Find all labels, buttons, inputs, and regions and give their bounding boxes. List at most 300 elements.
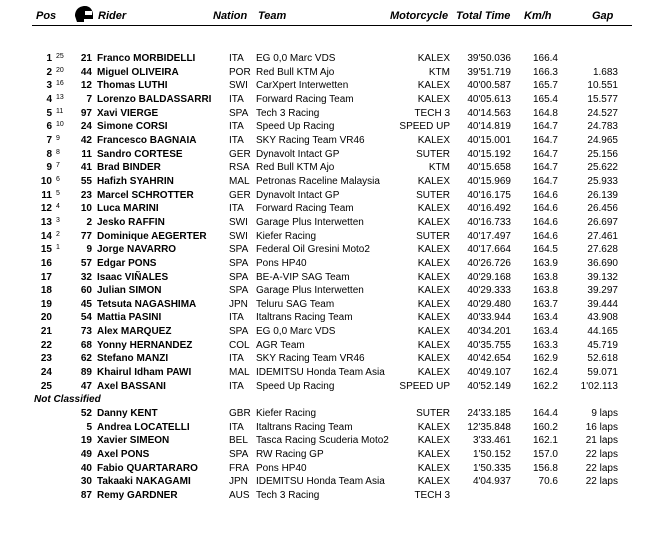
- team-name: Italtrans Racing Team: [256, 421, 353, 433]
- rider-number: 5: [86, 421, 92, 433]
- nation: ITA: [229, 53, 244, 64]
- result-row: [0, 311, 650, 325]
- gap: 27.628: [587, 244, 618, 256]
- position: 10: [40, 175, 52, 187]
- nation: SWI: [229, 230, 248, 242]
- gap: 16 laps: [585, 421, 618, 433]
- grid-position: 13: [56, 93, 64, 101]
- team-name: Tech 3 Racing: [256, 107, 320, 119]
- gap: 26.456: [587, 203, 618, 215]
- motorcycle: SPEED UP: [399, 380, 450, 392]
- gap: 26.139: [587, 189, 618, 201]
- position: 20: [40, 312, 52, 324]
- motorcycle: KALEX: [417, 476, 450, 488]
- nation: SWI: [229, 80, 248, 92]
- grid-position: 11: [56, 107, 64, 115]
- total-time: 40'29.480: [467, 298, 511, 310]
- gap: 36.690: [587, 257, 618, 269]
- nation: ITA: [229, 134, 244, 146]
- grid-position: 2: [56, 230, 60, 238]
- motorcycle: KALEX: [417, 312, 450, 324]
- total-time: 1'50.335: [472, 462, 511, 474]
- speed-kmh: 164.6: [532, 203, 558, 215]
- header-motorcycle: Motorcycle: [390, 10, 449, 22]
- nation: GBR: [229, 408, 251, 420]
- position: 17: [40, 271, 52, 283]
- rider-name: Yonny HERNANDEZ: [97, 339, 193, 351]
- rider-name: Brad BINDER: [97, 162, 161, 174]
- gap: 21 laps: [585, 435, 618, 447]
- rider-name: Danny KENT: [97, 408, 158, 420]
- speed-kmh: 164.7: [532, 175, 558, 187]
- speed-kmh: 163.9: [532, 257, 558, 269]
- rider-name: Franco MORBIDELLI: [97, 53, 196, 64]
- rider-number: 54: [80, 312, 92, 324]
- team-name: CarXpert Interwetten: [256, 80, 349, 92]
- result-row: [0, 202, 650, 216]
- nation: ITA: [229, 93, 244, 105]
- result-row: [0, 271, 650, 285]
- motorcycle: KALEX: [417, 421, 450, 433]
- speed-kmh: 166.4: [532, 53, 558, 64]
- total-time: 40'17.497: [467, 230, 511, 242]
- result-row: [0, 66, 650, 80]
- rider-name: Mattia PASINI: [97, 312, 162, 324]
- result-row: [0, 79, 650, 93]
- rider-name: Axel PONS: [97, 449, 150, 461]
- team-name: AGR Team: [256, 339, 305, 351]
- position: 6: [46, 121, 52, 133]
- not-classified-row: [0, 448, 650, 462]
- motorcycle: KALEX: [417, 339, 450, 351]
- total-time: 40'14.563: [467, 107, 511, 119]
- speed-kmh: 164.7: [532, 162, 558, 174]
- nation: BEL: [229, 435, 248, 447]
- speed-kmh: 165.7: [532, 80, 558, 92]
- rider-name: Fabio QUARTARARO: [97, 462, 198, 474]
- speed-kmh: 164.5: [532, 244, 558, 256]
- gap: 26.697: [587, 216, 618, 228]
- result-row: [0, 284, 650, 298]
- result-row: [0, 93, 650, 107]
- gap: 25.933: [587, 175, 618, 187]
- total-time: 40'15.001: [467, 134, 511, 146]
- grid-position: 9: [56, 134, 60, 142]
- nation: SPA: [229, 107, 249, 119]
- motorcycle: SUTER: [416, 189, 450, 201]
- result-row: [0, 175, 650, 189]
- grid-position: 8: [56, 148, 60, 156]
- team-name: Red Bull KTM Ajo: [256, 162, 335, 174]
- team-name: IDEMITSU Honda Team Asia: [256, 476, 385, 488]
- motorcycle: KALEX: [417, 244, 450, 256]
- motorcycle: TECH 3: [414, 490, 450, 501]
- team-name: Tech 3 Racing: [256, 490, 320, 501]
- speed-kmh: 164.6: [532, 216, 558, 228]
- speed-kmh: 164.6: [532, 189, 558, 201]
- rider-number: 10: [80, 203, 92, 215]
- rider-name: Isaac VIÑALES: [97, 271, 169, 283]
- total-time: 40'52.149: [467, 380, 511, 392]
- gap: 45.719: [587, 339, 618, 351]
- not-classified-row: [0, 489, 650, 503]
- nation: FRA: [229, 462, 249, 474]
- nation: ITA: [229, 353, 244, 365]
- total-time: 40'16.492: [467, 203, 511, 215]
- total-time: 40'17.664: [467, 244, 511, 256]
- total-time: 40'15.658: [467, 162, 511, 174]
- speed-kmh: 164.4: [532, 408, 558, 420]
- rider-number: 19: [80, 435, 92, 447]
- speed-kmh: 163.8: [532, 285, 558, 297]
- rider-name: Khairul Idham PAWI: [97, 367, 192, 379]
- motorcycle: TECH 3: [414, 107, 450, 119]
- team-name: Kiefer Racing: [256, 408, 317, 420]
- motorcycle: SPEED UP: [399, 121, 450, 133]
- position: 15: [40, 244, 52, 256]
- rider-name: Sandro CORTESE: [97, 148, 183, 160]
- gap: 24.965: [587, 134, 618, 146]
- team-name: Italtrans Racing Team: [256, 312, 353, 324]
- speed-kmh: 163.8: [532, 271, 558, 283]
- rider-number: 41: [80, 162, 92, 174]
- rider-name: Jesko RAFFIN: [97, 216, 165, 228]
- position: 12: [40, 203, 52, 215]
- team-name: Tasca Racing Scuderia Moto2: [256, 435, 389, 447]
- motorcycle: KALEX: [417, 462, 450, 474]
- nation: SPA: [229, 244, 249, 256]
- position: 16: [40, 257, 52, 269]
- rider-name: Alex MARQUEZ: [97, 326, 172, 338]
- position: 9: [46, 162, 52, 174]
- position: 22: [40, 339, 52, 351]
- total-time: 40'05.613: [467, 93, 511, 105]
- motorcycle: KALEX: [417, 216, 450, 228]
- rider-number: 73: [80, 326, 92, 338]
- motorcycle: KALEX: [417, 175, 450, 187]
- motorcycle: KALEX: [417, 298, 450, 310]
- motorcycle: KALEX: [417, 257, 450, 269]
- team-name: Teluru SAG Team: [256, 298, 335, 310]
- total-time: 4'04.937: [472, 476, 511, 488]
- rider-helmet-icon: [72, 4, 94, 24]
- result-row: [0, 216, 650, 230]
- motorcycle: KALEX: [417, 449, 450, 461]
- total-time: 40'15.969: [467, 175, 511, 187]
- speed-kmh: 162.9: [532, 353, 558, 365]
- motorcycle: SUTER: [416, 408, 450, 420]
- position: 2: [46, 66, 52, 78]
- result-row: [0, 161, 650, 175]
- motorcycle: KALEX: [417, 367, 450, 379]
- not-classified-row: [0, 407, 650, 421]
- team-name: Dynavolt Intact GP: [256, 189, 340, 201]
- speed-kmh: 156.8: [532, 462, 558, 474]
- header-divider: [32, 25, 632, 26]
- gap: 43.908: [587, 312, 618, 324]
- total-time: 39'51.719: [467, 66, 511, 78]
- rider-number: 11: [81, 148, 92, 160]
- rider-number: 55: [80, 175, 92, 187]
- header-nation: Nation: [213, 10, 248, 22]
- not-classified-row: [0, 421, 650, 435]
- total-time: 24'33.185: [467, 408, 511, 420]
- total-time: 40'00.587: [467, 80, 511, 92]
- not-classified-row: [0, 434, 650, 448]
- team-name: Speed Up Racing: [256, 121, 335, 133]
- rider-number: 23: [80, 189, 92, 201]
- motorcycle: SUTER: [416, 148, 450, 160]
- total-time: 40'35.755: [467, 339, 511, 351]
- header-pos: Pos: [36, 10, 57, 22]
- team-name: IDEMITSU Honda Team Asia: [256, 367, 385, 379]
- team-name: Federal Oil Gresini Moto2: [256, 244, 370, 256]
- speed-kmh: 157.0: [532, 449, 558, 461]
- result-row: [0, 366, 650, 380]
- rider-name: Lorenzo BALDASSARRI: [97, 93, 212, 105]
- gap: 22 laps: [585, 449, 618, 461]
- result-row: [0, 352, 650, 366]
- total-time: 1'50.152: [472, 449, 511, 461]
- rider-number: 87: [80, 490, 92, 501]
- nation: ITA: [229, 380, 244, 392]
- grid-position: 4: [56, 203, 60, 211]
- total-time: 40'29.168: [467, 271, 511, 283]
- grid-position: 6: [56, 175, 60, 183]
- nation: POR: [229, 66, 251, 78]
- rider-name: Xavi VIERGE: [97, 107, 159, 119]
- gap: 59.071: [587, 367, 618, 379]
- grid-position: 25: [56, 53, 64, 60]
- position: 18: [40, 285, 52, 297]
- speed-kmh: 163.3: [532, 339, 558, 351]
- team-name: Red Bull KTM Ajo: [256, 66, 335, 78]
- total-time: 40'16.733: [467, 216, 511, 228]
- rider-number: 30: [80, 476, 92, 488]
- rider-name: Edgar PONS: [97, 257, 157, 269]
- result-row: [0, 189, 650, 203]
- speed-kmh: 162.2: [532, 380, 558, 392]
- result-row: [0, 325, 650, 339]
- team-name: Forward Racing Team: [256, 93, 354, 105]
- nation: SPA: [229, 449, 249, 461]
- motorcycle: KTM: [428, 66, 450, 78]
- team-name: Forward Racing Team: [256, 203, 354, 215]
- rider-name: Tetsuta NAGASHIMA: [97, 298, 197, 310]
- gap: 22 laps: [585, 476, 618, 488]
- gap: 10.551: [587, 80, 618, 92]
- nation: SWI: [229, 216, 248, 228]
- nation: RSA: [229, 162, 250, 174]
- gap: 27.461: [587, 230, 618, 242]
- grid-position: 20: [56, 66, 64, 74]
- position: 4: [46, 93, 52, 105]
- nation: ITA: [229, 421, 244, 433]
- team-name: Kiefer Racing: [256, 230, 317, 242]
- rider-name: Stefano MANZI: [97, 353, 169, 365]
- team-name: Pons HP40: [256, 257, 307, 269]
- motorcycle: KALEX: [417, 435, 450, 447]
- position: 11: [41, 189, 52, 201]
- rider-number: 77: [80, 230, 92, 242]
- position: 23: [40, 353, 52, 365]
- rider-name: Jorge NAVARRO: [97, 244, 177, 256]
- rider-number: 68: [80, 339, 92, 351]
- motorcycle: KALEX: [417, 285, 450, 297]
- result-row: [0, 134, 650, 148]
- result-row: [0, 380, 650, 394]
- result-row: [0, 148, 650, 162]
- nation: SPA: [229, 271, 249, 283]
- position: 21: [40, 326, 52, 338]
- speed-kmh: 164.8: [532, 107, 558, 119]
- not-classified-row: [0, 475, 650, 489]
- rider-number: 52: [80, 408, 92, 420]
- motorcycle: KALEX: [417, 203, 450, 215]
- result-row: [0, 120, 650, 134]
- rider-name: Remy GARDNER: [97, 490, 178, 501]
- motorcycle: KTM: [428, 162, 450, 174]
- rider-number: 62: [80, 353, 92, 365]
- total-time: 40'34.201: [467, 326, 511, 338]
- result-row: [0, 107, 650, 121]
- grid-position: 1: [56, 244, 60, 252]
- gap: 1'02.113: [580, 380, 618, 392]
- motorcycle: KALEX: [417, 271, 450, 283]
- gap: 25.156: [587, 148, 618, 160]
- rider-number: 21: [80, 53, 92, 64]
- grid-position: 5: [56, 189, 60, 197]
- rider-name: Takaaki NAKAGAMI: [97, 476, 191, 488]
- rider-name: Julian SIMON: [97, 285, 162, 297]
- motorcycle: KALEX: [417, 353, 450, 365]
- rider-number: 89: [80, 367, 92, 379]
- team-name: Dynavolt Intact GP: [256, 148, 340, 160]
- total-time: 40'42.654: [467, 353, 511, 365]
- position: 3: [46, 80, 52, 92]
- nation: SPA: [229, 285, 249, 297]
- speed-kmh: 164.7: [532, 148, 558, 160]
- header-kmh: Km/h: [524, 10, 552, 22]
- result-row: [0, 298, 650, 312]
- total-time: 40'29.333: [467, 285, 511, 297]
- result-row: [0, 243, 650, 257]
- gap: 25.622: [587, 162, 618, 174]
- nation: JPN: [229, 298, 248, 310]
- speed-kmh: 70.6: [538, 476, 558, 488]
- rider-name: Miguel OLIVEIRA: [97, 66, 179, 78]
- rider-name: Andrea LOCATELLI: [97, 421, 190, 433]
- rider-number: 45: [80, 298, 92, 310]
- gap: 1.683: [592, 66, 618, 78]
- position: 5: [46, 107, 52, 119]
- position: 7: [46, 134, 52, 146]
- gap: 39.132: [587, 271, 618, 283]
- speed-kmh: 164.7: [532, 134, 558, 146]
- gap: 24.783: [587, 121, 618, 133]
- rider-number: 49: [80, 449, 92, 461]
- header-gap: Gap: [592, 10, 614, 22]
- not-classified-label: Not Classified: [34, 394, 101, 406]
- grid-position: 7: [56, 162, 60, 170]
- rider-number: 2: [86, 216, 92, 228]
- results-header: [0, 0, 650, 26]
- speed-kmh: 160.2: [532, 421, 558, 433]
- total-time: 3'33.461: [472, 435, 511, 447]
- nation: MAL: [229, 367, 250, 379]
- motorcycle: KALEX: [417, 93, 450, 105]
- rider-number: 9: [86, 244, 92, 256]
- nation: MAL: [229, 175, 250, 187]
- rider-number: 42: [80, 134, 92, 146]
- team-name: Garage Plus Interwetten: [256, 216, 364, 228]
- total-time: 40'14.819: [467, 121, 511, 133]
- rider-name: Hafizh SYAHRIN: [97, 175, 174, 187]
- nation: GER: [229, 148, 251, 160]
- rider-number: 57: [80, 257, 92, 269]
- rider-number: 7: [86, 93, 92, 105]
- grid-position: 3: [56, 216, 60, 224]
- nation: ITA: [229, 121, 244, 133]
- rider-number: 12: [80, 80, 92, 92]
- speed-kmh: 164.7: [532, 121, 558, 133]
- motorcycle: KALEX: [417, 80, 450, 92]
- nation: COL: [229, 339, 250, 351]
- gap: 9 laps: [591, 408, 618, 420]
- speed-kmh: 162.4: [532, 367, 558, 379]
- result-row: [0, 339, 650, 353]
- rider-name: Dominique AEGERTER: [97, 230, 207, 242]
- result-row: [0, 257, 650, 271]
- motorcycle: KALEX: [417, 134, 450, 146]
- team-name: EG 0,0 Marc VDS: [256, 53, 336, 64]
- grid-position: 16: [56, 80, 64, 88]
- position: 13: [40, 216, 52, 228]
- speed-kmh: 163.4: [532, 326, 558, 338]
- team-name: EG 0,0 Marc VDS: [256, 326, 336, 338]
- team-name: BE-A-VIP SAG Team: [256, 271, 350, 283]
- rider-name: Simone CORSI: [97, 121, 168, 133]
- nation: SPA: [229, 326, 249, 338]
- grid-position: 10: [56, 121, 64, 129]
- speed-kmh: 164.6: [532, 230, 558, 242]
- not-classified-section: [0, 393, 650, 407]
- total-time: 40'33.944: [467, 312, 511, 324]
- total-time: 12'35.848: [467, 421, 511, 433]
- team-name: Speed Up Racing: [256, 380, 335, 392]
- team-name: Garage Plus Interwetten: [256, 285, 364, 297]
- motorcycle: KALEX: [417, 326, 450, 338]
- rider-name: Thomas LUTHI: [97, 80, 168, 92]
- total-time: 40'15.192: [467, 148, 511, 160]
- speed-kmh: 163.7: [532, 298, 558, 310]
- team-name: SKY Racing Team VR46: [256, 353, 365, 365]
- rider-number: 97: [80, 107, 92, 119]
- gap: 15.577: [587, 93, 618, 105]
- rider-name: Marcel SCHROTTER: [97, 189, 194, 201]
- nation: SPA: [229, 257, 249, 269]
- total-time: 39'50.036: [467, 53, 511, 64]
- result-row: [0, 230, 650, 244]
- gap: 44.165: [587, 326, 618, 338]
- motorcycle: KALEX: [417, 53, 450, 64]
- rider-name: Francesco BAGNAIA: [97, 134, 197, 146]
- rider-number: 60: [80, 285, 92, 297]
- rider-number: 44: [80, 66, 92, 78]
- nation: ITA: [229, 203, 244, 215]
- total-time: 40'49.107: [467, 367, 511, 379]
- header-team: Team: [258, 10, 287, 22]
